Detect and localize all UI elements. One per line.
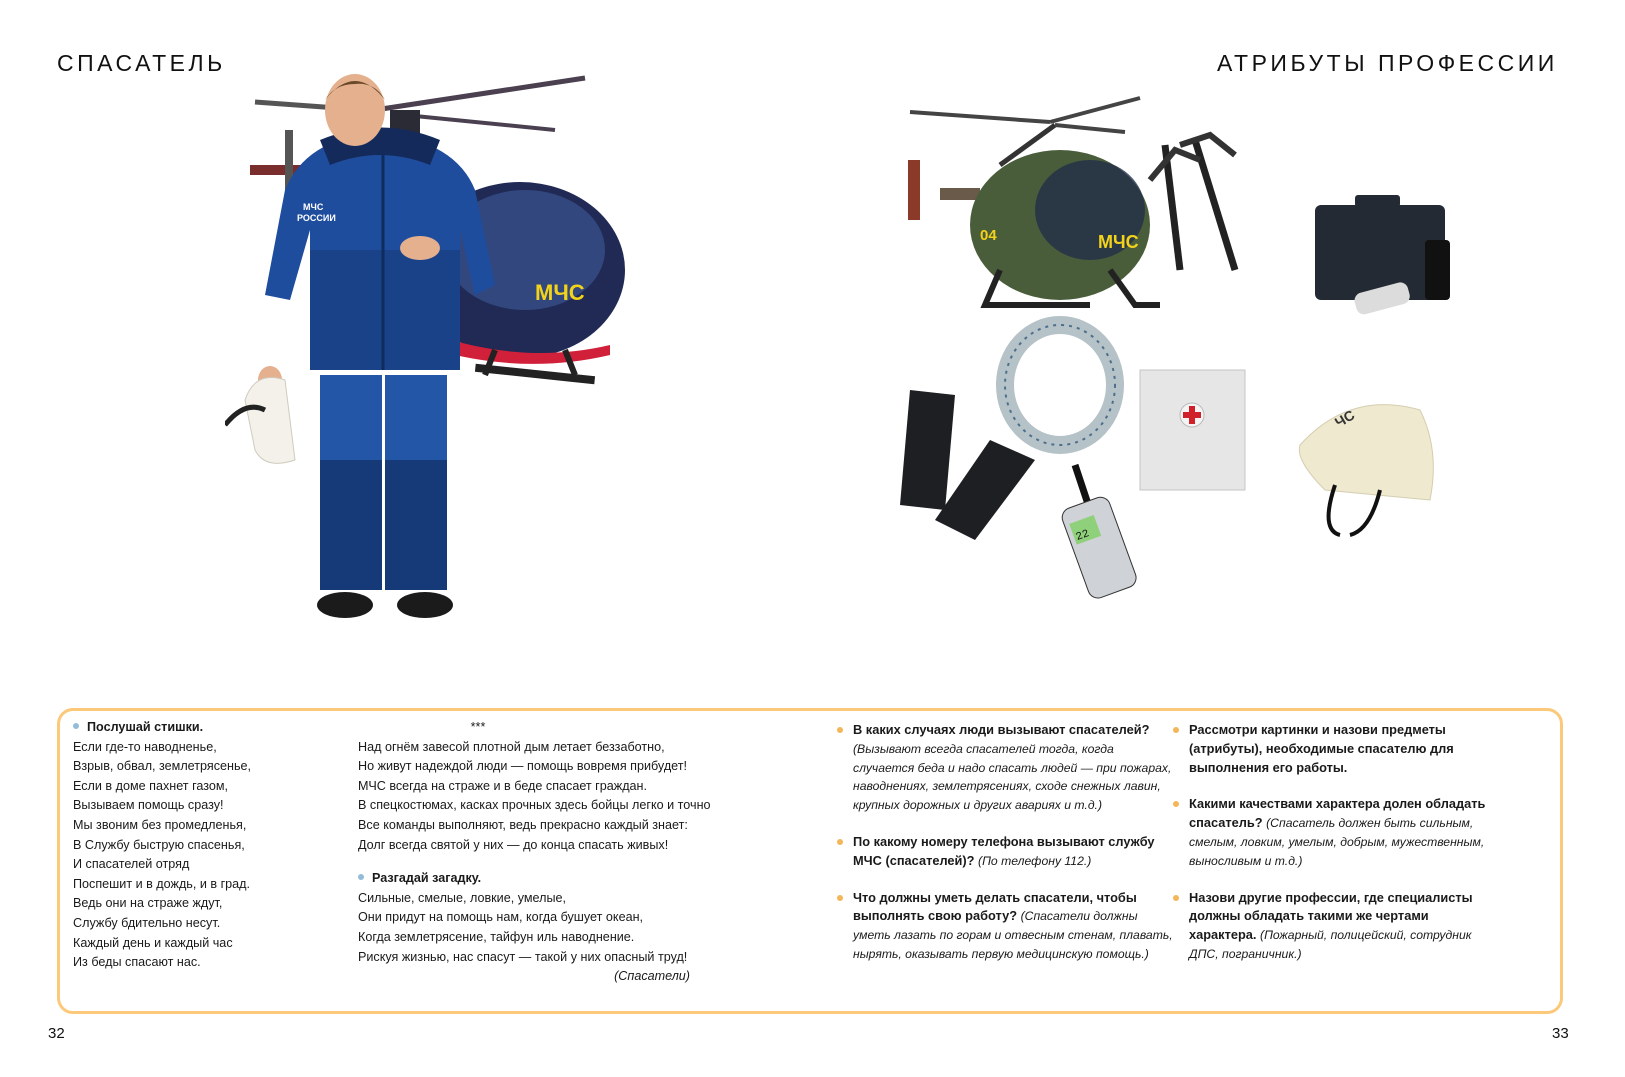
- answer-text: (По телефону 112.): [978, 853, 1092, 868]
- question-text: Какими качествами характера долен обладать спасатель?: [1189, 796, 1486, 831]
- poem-line: Вызываем помощь сразу!: [73, 798, 224, 813]
- rope-image: [1005, 325, 1115, 445]
- question-text: Рассмотри картинки и назови предметы (атрибуты), необходимые спасателю для выполнения его работы.: [1189, 722, 1454, 775]
- attributes-illustration: [880, 90, 1480, 620]
- poem-line: Каждый день и каждый час: [73, 935, 233, 950]
- poem-line: МЧС всегда на страже и в беде спасает граждан.: [358, 778, 648, 793]
- helicopter-number: 04: [980, 227, 997, 244]
- questions-column-2: [1189, 721, 1499, 982]
- riddle-lines: [358, 889, 778, 967]
- bullet-icon: [837, 895, 843, 901]
- first-aid-kit-image: [1140, 370, 1245, 490]
- question-item: [853, 889, 1173, 964]
- bullet-icon: [837, 839, 843, 845]
- question-item: [853, 833, 1173, 871]
- poem-line: В спецкостюмах, касках прочных здесь бойцы легко и точно: [358, 798, 711, 813]
- question-text: В каких случаях люди вызывают спасателей?: [853, 722, 1150, 737]
- poem-line: Долг всегда святой у них — до конца спасать живых!: [358, 837, 669, 852]
- poem-line: Взрыв, обвал, землетрясенье,: [73, 759, 252, 774]
- answer-text: (Пожарный, полицейский, сотрудник ДПС, пограничник.): [1189, 928, 1472, 961]
- poem2-section: [358, 718, 778, 987]
- riddle-answer: (Спасатели): [614, 969, 690, 984]
- question-text: Что должны уметь делать спасатели, чтобы выполнять свою работу?: [853, 889, 1137, 924]
- poem-line: Но живут надеждой люди — помощь вовремя прибудет!: [358, 759, 688, 774]
- question-text: Назови другие профессии, где специалисты должны обладать такими же чертами характера.: [1189, 889, 1473, 943]
- question-item: [1189, 795, 1499, 870]
- poem-lines: [73, 738, 343, 973]
- bullet-icon: [73, 723, 79, 729]
- poem-line: Когда землетрясение, тайфун иль наводнение.: [358, 929, 635, 944]
- poem-line: Сильные, смелые, ловкие, умелые,: [358, 890, 567, 905]
- camo-helicopter-image: [908, 98, 1160, 305]
- bullet-icon: [837, 727, 843, 733]
- poem-section: [73, 718, 343, 973]
- equipment-case-image: [1315, 195, 1450, 316]
- poem-line: И спасателей отряд: [73, 857, 190, 872]
- poem2-stars: ***: [470, 720, 486, 734]
- bullet-icon: [1173, 895, 1179, 901]
- page-title-right: АТРИБУТЫ ПРОФЕССИИ: [1217, 50, 1558, 76]
- camo-helicopter-label: МЧС: [1098, 232, 1139, 252]
- bullet-icon: [358, 874, 364, 880]
- helicopter-label: МЧС: [535, 280, 585, 305]
- bullet-icon: [1173, 727, 1179, 733]
- page-number-left: 32: [48, 1025, 65, 1042]
- poem-line: В Службу быструю спасенья,: [73, 837, 245, 852]
- question-item: [853, 721, 1173, 815]
- poem-heading: Послушай стишки.: [73, 718, 343, 738]
- question-item: [1189, 889, 1499, 964]
- questions-column-1: [853, 721, 1173, 982]
- poem-line: Над огнём завесой плотной дым летает беззаботно,: [358, 739, 665, 754]
- jacket-label-2: РОССИИ: [297, 213, 336, 223]
- helmet-label: ЧС: [1331, 406, 1358, 431]
- rescuer-person-image: [225, 74, 495, 618]
- question-text: По какому номеру телефона вызывают службу МЧС (спасателей)?: [853, 833, 1155, 868]
- riddle-heading: Разгадай загадку.: [358, 869, 778, 889]
- poem-line: Поспешит и в дождь, и в град.: [73, 876, 251, 891]
- radio-display: 22: [1074, 528, 1092, 544]
- rescuer-illustration: [225, 70, 625, 650]
- poem-line: Службу бдительно несут.: [73, 915, 221, 930]
- ice-axes-image: [1150, 135, 1235, 270]
- poem2-lines: [358, 738, 778, 856]
- helmet-image: [1299, 405, 1433, 535]
- answer-text: (Спасатели должны уметь лазать по горам и отвесным стенам, плавать, нырять, оказывать первую медицинскую помощь.): [853, 909, 1173, 961]
- page-number-right: 33: [1552, 1025, 1569, 1042]
- poem-line: Из беды спасают нас.: [73, 955, 201, 970]
- poem-line: Ведь они на страже ждут,: [73, 896, 223, 911]
- poem-line: Мы звоним без промедленья,: [73, 817, 247, 832]
- page-title-left: СПАСАТЕЛЬ: [57, 50, 226, 76]
- question-item: [1189, 721, 1499, 777]
- poem-line: Если в доме пахнет газом,: [73, 778, 229, 793]
- answer-text: (Вызывают всегда спасателей тогда, когда случается беда и надо спасать людей — при пожарах, наводнениях, землетрясениях, сходе снежных лавин, крупных дорожных и других авариях и т.д.): [853, 741, 1172, 813]
- poem-line: Все команды выполняют, ведь прекрасно каждый знает:: [358, 817, 688, 832]
- poem-line: Рискуя жизнью, нас спасут — такой у них опасный труд!: [358, 949, 688, 964]
- answer-text: (Спасатель должен быть сильным, смелым, ловким, умелым, добрым, мужественным, выносливым и т.д.): [1189, 816, 1485, 868]
- jacket-label-1: МЧС: [303, 202, 324, 212]
- poem-line: Если где-то наводненье,: [73, 739, 217, 754]
- walkie-talkie-image: [1059, 465, 1138, 601]
- poem-line: Они придут на помощь нам, когда бушует океан,: [358, 910, 644, 925]
